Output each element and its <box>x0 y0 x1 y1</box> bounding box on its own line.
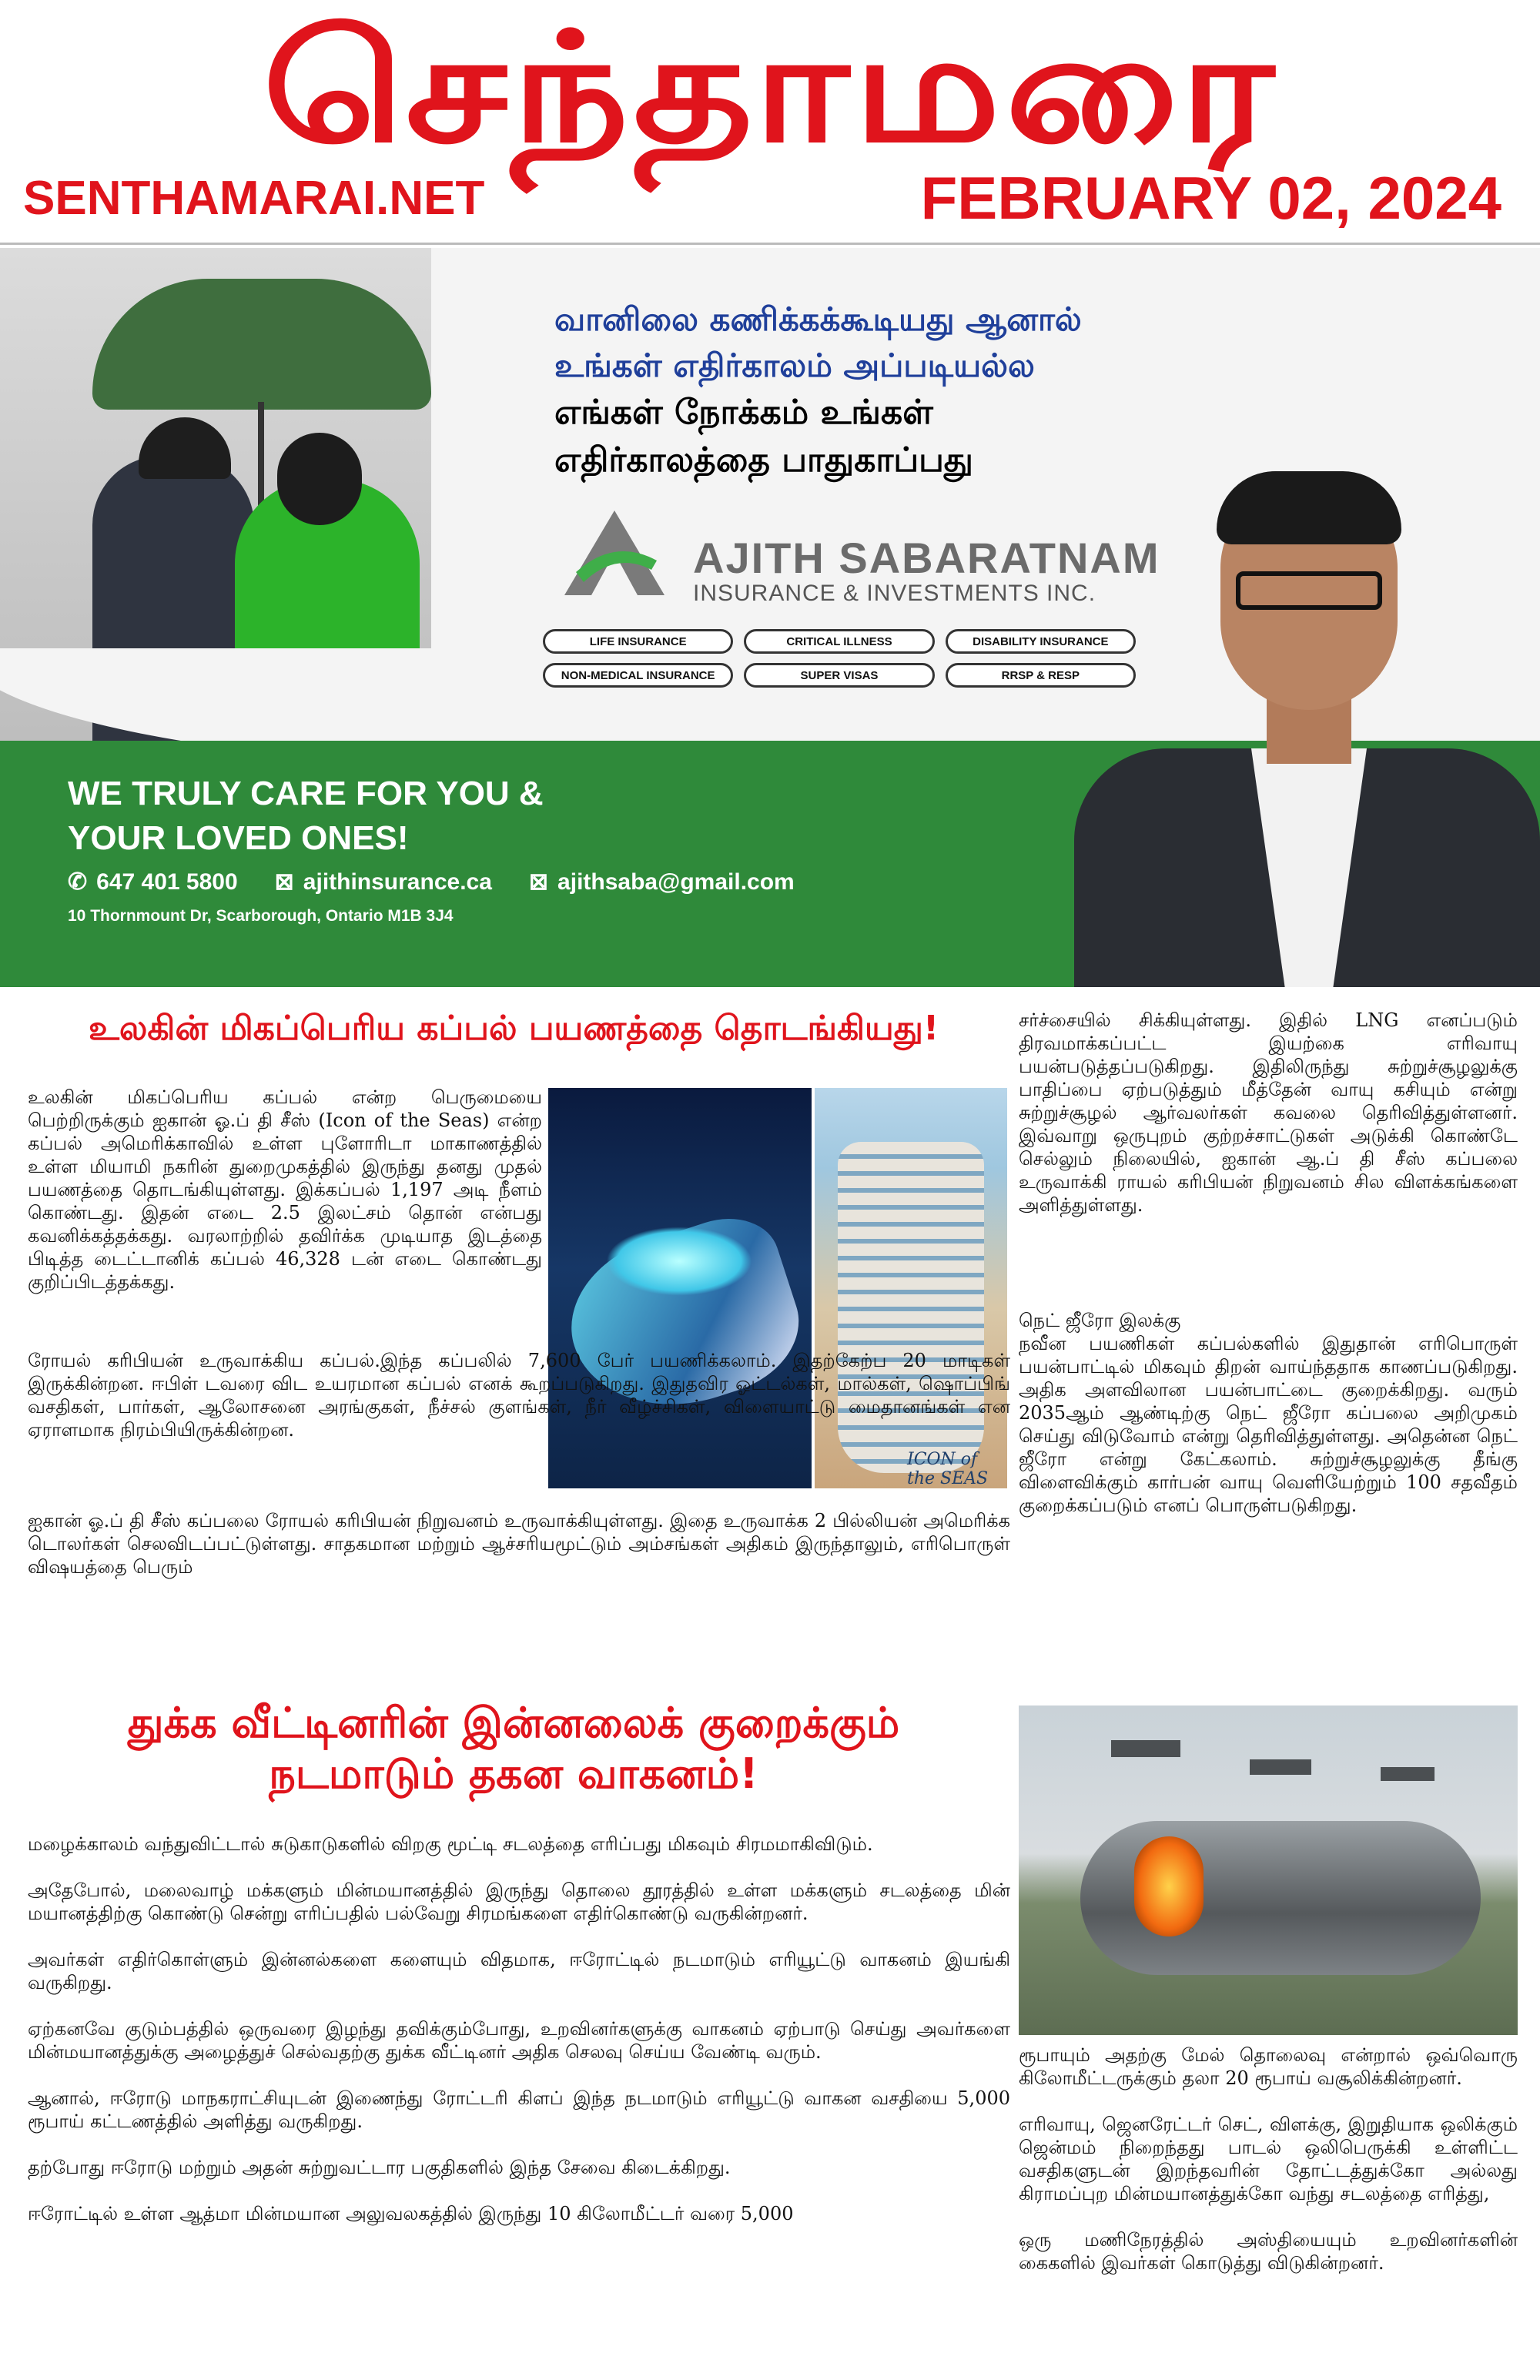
glasses-icon <box>1236 571 1382 610</box>
article1-paragraph-2: ரோயல் கரிபியன் உருவாக்கிய கப்பல்.இந்த கப்பலில் 7,600 பேர் பயணிக்கலாம். இதற்கேற்ப 20 மாடிகள் இருக்கின்றன. ஈபிள் டவரை விட உயரமான கப்பல் எனக் கூறப்படுகிறது. இதுதவிர ஓட்டல்கள், மால்கள், ஷொப்பிங் வசதிகள், பார்கள், ஆலோசனை அரங்குகள், நீச்சல் குளங்கள், நீர் வீழ்ச்சிகள், விளையாட்டு மைதானங்கள் என ஏராளமாக நிரம்பியிருக்கின்றன. <box>28 1350 1010 1441</box>
article2-headline <box>17 1698 1010 1799</box>
article2-continued-paragraph: எரிவாயு, ஜெனரேட்டர் செட், விளக்கு, இறுதியாக ஒலிக்கும் ஜென்மம் நிறைந்தது பாடல் ஒலிபெருக்கி உள்ளிட்ட வசதிகளுடன் இறந்தவரின் தோட்டத்துக்கோ அல்லது கிராமப்புற மின்மயானத்துக்கோ வந்து சடலத்தை எரித்து, <box>1019 2114 1518 2204</box>
chimney-cap <box>1250 1759 1311 1775</box>
insurance-advertisement[interactable] <box>0 248 1540 987</box>
article2-paragraph: மழைக்காலம் வந்துவிட்டால் சுடுகாடுகளில் விறகு மூட்டி சடலத்தை எரிப்பது மிகவும் சிரமமாகிவிடும். <box>28 1833 873 1855</box>
ship-glow <box>606 1227 752 1296</box>
ad-contact-row <box>68 869 795 895</box>
website-link: ajithinsurance.ca <box>303 869 492 895</box>
service-pill: SUPER VISAS <box>744 663 934 688</box>
portrait-hair <box>1217 471 1401 544</box>
article2-paragraph: ஆனால், ஈரோடு மாநகராட்சியுடன் இணைந்து ரோட்டரி கிளப் இந்த நடமாடும் எரியூட்டு வாகன வசதியை 5,000 ரூபாய் கட்டணத்தில் அளித்து வருகிறது. <box>28 2087 1010 2132</box>
email-contact[interactable] <box>529 869 795 895</box>
article2-paragraph: அவர்கள் எதிர்கொள்ளும் இன்னல்களை களையும் விதமாக, ஈரோட்டில் நடமாடும் எரியூட்டு வாகனம் இயங்கி வருகிறது. <box>28 1949 1010 1993</box>
article1-continued-1: சர்ச்சையில் சிக்கியுள்ளது. இதில் LNG எனப்படும் திரவமாக்கப்பட்ட இயற்கை எரிவாயு பயன்படுத்தப்படுகிறது. இதிலிருந்து சுற்றுச்சூழலுக்கு பாதிப்பை ஏற்படுத்தும் மீத்தேன் வாயு கசியும் என்று சுற்றுச்சூழல் ஆர்வலர்கள் கவலை தெரிவித்துள்ளனர். இவ்வாறு ஒருபுறம் குற்றச்சாட்டுகள் அடுக்கி கொண்டே செல்லும் நிலையில், ஐகான் ஆ.ப் தி சீஸ் கப்பலை உருவாக்கி ராயல் கரிபியன் நிறுவனம் சில விளக்கங்களை அளித்துள்ளது. <box>1019 1009 1518 1216</box>
article2-paragraph: ஏற்கனவே குடும்பத்தில் ஒருவரை இழந்து தவிக்கும்போது, உறவினர்களுக்கு வாகனம் ஏற்பாடு செய்து அவர்களை மின்மயானத்துக்கு அழைத்துச் செல்வதற்கு துக்க வீட்டினர் அதிக செலவு செய்ய வேண்டி வரும். <box>28 2018 1010 2063</box>
brand-subtitle: INSURANCE & INVESTMENTS INC. <box>693 581 1096 606</box>
email-address: ajithsaba@gmail.com <box>557 869 795 895</box>
article2-body <box>28 1833 1010 2248</box>
ad-address: 10 Thornmount Dr, Scarborough, Ontario M1B 3J4 <box>68 907 454 925</box>
agent-portrait <box>1074 456 1540 987</box>
article2-paragraph: தற்போது ஈரோடு மற்றும் அதன் சுற்றுவட்டார பகுதிகளில் இந்த சேவை கிடைக்கிறது. <box>28 2157 731 2178</box>
ad-slogan <box>68 772 761 861</box>
ad-tagline-1: வானிலை கணிக்கக்கூடியது ஆனால் <box>554 300 1082 338</box>
fire-icon <box>1134 1836 1204 1936</box>
article1-continued-2: நவீன பயணிகள் கப்பல்களில் இதுதான் எரிபொருள் பயன்பாட்டில் மிகவும் திறன் வாய்ந்ததாக காணப்படுகிறது. அதிக அளவிலான பயன்பாட்டை குறைக்கிறது. வரும் 2035ஆம் ஆண்டிற்கு நெட் ஜீரோ கப்பலை அறிமுகம் செய்து விடுவோம் என்று தெரிவித்துள்ளது. அதென்ன நெட் ஜீரோ என்று கேட்கலாம். சுற்றுச்சூழலுக்கு தீங்கு விளைவிக்கும் கார்பன் வாயு வெளியேற்றும் 100 சதவீதம் குறைக்கப்படும் எனப் பொருள்படுகிறது. <box>1019 1333 1518 1516</box>
service-pill: LIFE INSURANCE <box>543 629 733 654</box>
article2-continued <box>1019 2044 1518 2298</box>
service-pill: DISABILITY INSURANCE <box>946 629 1136 654</box>
umbrella-icon <box>92 279 431 410</box>
article2-continued-paragraph: ரூபாயும் அதற்கு மேல் தொலைவு என்றால் ஒவ்வொரு கிலோமீட்டருக்கும் தலா 20 ரூபாய் வசூலிக்கின்றனர். <box>1019 2044 1518 2089</box>
article2-paragraph: அதேபோல், மலைவாழ் மக்களும் மின்மயானத்தில் இருந்து தொலை தூரத்தில் உள்ள மக்களும் சடலத்தை மின் மயானத்திற்கு கொண்டு சென்று எரிப்பதில் பல்வேறு சிரமங்களை எதிர்கொண்டு வருகின்றனர். <box>28 1880 1010 1924</box>
article2-headline-line1: துக்க வீட்டினரின் இன்னலைக் குறைக்கும் <box>127 1699 900 1747</box>
issue-date: FEBRUARY 02, 2024 <box>920 164 1502 232</box>
ad-tagline-4: எதிர்காலத்தை பாதுகாப்பது <box>554 440 973 480</box>
phone-contact[interactable] <box>68 869 238 895</box>
ad-slogan-line1: WE TRULY CARE FOR YOU & <box>68 775 544 812</box>
site-name[interactable]: SENTHAMARAI.NET <box>23 172 485 225</box>
brand-name: AJITH SABARATNAM <box>693 534 1160 582</box>
ad-slogan-line2: YOUR LOVED ONES! <box>68 819 409 857</box>
email-icon: ⊠ <box>528 869 549 895</box>
article2-continued-paragraph: ஒரு மணிநேரத்தில் அஸ்தியையும் உறவினர்களின் கைகளில் இவர்கள் கொடுத்து விடுகின்றனர். <box>1019 2229 1518 2274</box>
chimney-cap <box>1381 1767 1435 1781</box>
masthead <box>0 0 1540 245</box>
article1-subhead: நெட் ஜீரோ இலக்கு <box>1019 1310 1181 1331</box>
phone-number: 647 401 5800 <box>96 869 238 895</box>
services-list <box>543 629 1136 688</box>
article1-headline: உலகின் மிகப்பெரிய கப்பல் பயணத்தை தொடங்கியது! <box>88 1009 939 1048</box>
brand-logo-icon <box>561 507 668 599</box>
woman-head <box>277 433 362 525</box>
chimney-cap <box>1111 1740 1180 1757</box>
phone-icon: ✆ <box>68 869 88 895</box>
cremation-vehicle-image <box>1019 1705 1518 2035</box>
service-pill: CRITICAL ILLNESS <box>744 629 934 654</box>
ad-tagline-3: எங்கள் நோக்கம் உங்கள் <box>554 393 933 432</box>
article2-paragraph: ஈரோட்டில் உள்ள ஆத்மா மின்மயான அலுவலகத்தில் இருந்து 10 கிலோமீட்டர் வரை 5,000 <box>28 2203 794 2224</box>
ship-name-caption: ICON of the SEAS <box>907 1450 989 1488</box>
web-icon: ⊠ <box>274 869 294 895</box>
website-contact[interactable] <box>275 869 492 895</box>
service-pill: RRSP & RESP <box>946 663 1136 688</box>
newspaper-title: செந்தாமரை <box>262 1 1278 176</box>
article2-headline-line2: நடமாடும் தகன வாகனம்! <box>269 1749 758 1798</box>
service-pill: NON-MEDICAL INSURANCE <box>543 663 733 688</box>
article1-paragraph-1: உலகின் மிகப்பெரிய கப்பல் என்ற பெருமையை பெற்றிருக்கும் ஐகான் ஓ.ப் தி சீஸ் (Icon of the Seas) என்ற கப்பல் அமெரிக்காவில் உள்ள புளோரிடா மாகாணத்தில் உள்ள மியாமி நகரின் துறைமுகத்தில் இருந்து தனது முதல் பயணத்தை தொடங்கியுள்ளது. இக்கப்பல் 1,197 அடி நீளம் கொண்டது. இதன் எடை 2.5 இலட்சம் தொன் என்பது கவனிக்கத்தக்கது. வரலாற்றில் தவிர்க்க முடியாத இடத்தை பிடித்த டைட்டானிக் கப்பல் 46,328 டன் எடை கொண்டது குறிப்பிடத்தக்கது. <box>28 1086 542 1293</box>
ad-tagline-2: உங்கள் எதிர்காலம் அப்படியல்ல <box>554 346 1035 384</box>
man-hat <box>139 417 231 479</box>
article1-paragraph-3: ஐகான் ஓ.ப் தி சீஸ் கப்பலை ரோயல் கரிபியன் நிறுவனம் உருவாக்கியுள்ளது. இதை உருவாக்க 2 பில்லியன் அமெரிக்க டொலர்கள் செலவிடப்பட்டுள்ளது. சாதகமான மற்றும் ஆச்சரியமூட்டும் அம்சங்கள் அதிகம் இருந்தாலும், எரிபொருள் விஷயத்தை பெரும் <box>28 1510 1010 1578</box>
